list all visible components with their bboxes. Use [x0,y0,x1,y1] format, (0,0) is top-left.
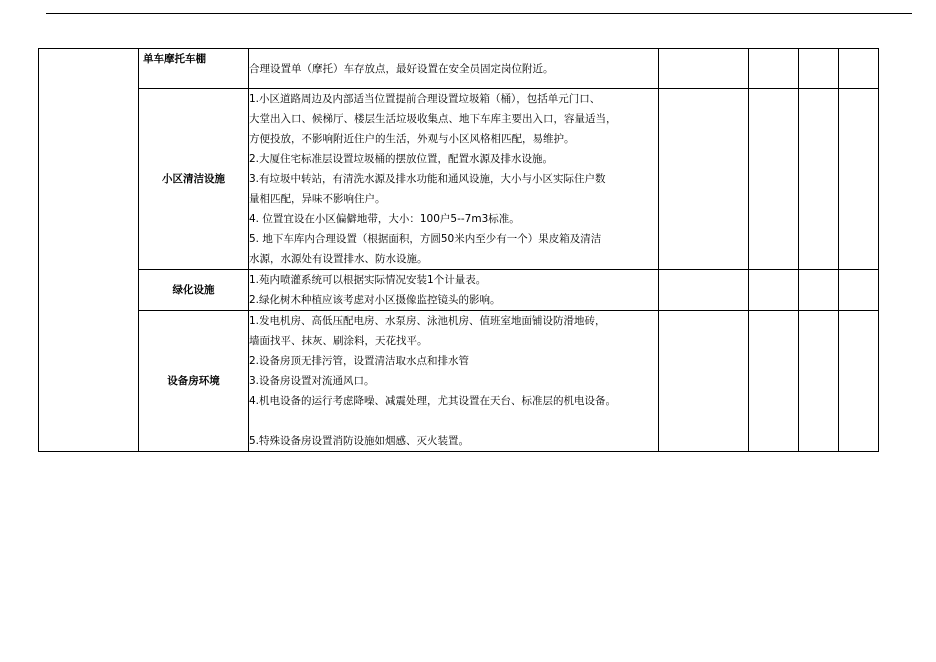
check-cell [659,311,749,452]
check-cell [799,270,839,311]
check-cell [749,270,799,311]
description-line: 方便投放，不影响附近住户的生活，外观与小区风格相匹配，易维护。 [249,133,575,145]
category-cell: 小区清洁设施 [139,89,249,270]
check-cell [839,49,879,89]
category-cell: 绿化设施 [139,270,249,311]
spec-table [38,48,879,452]
check-cell [799,49,839,89]
description-spacer [249,411,658,431]
check-cell [799,89,839,270]
description-line: 1.苑内喷灌系统可以根据实际情况安装1个计量表。 [249,274,487,286]
category-cell: 设备房环境 [139,311,249,452]
description-line: 1.小区道路周边及内部适当位置提前合理设置垃圾箱（桶），包括单元门口、 [249,93,601,105]
section-cell [39,49,139,452]
description-line: 墙面找平、抹灰、刷涂料，天花找平。 [249,335,428,347]
check-cell [749,89,799,270]
description-cell [249,270,659,311]
check-cell [659,89,749,270]
description-line: 5. 地下车库内合理设置（根据面积，方圆50米内至少有一个）果皮箱及清洁 [249,233,602,245]
description-cell [249,311,659,452]
description-line: 大堂出入口、候梯厅、楼层生活垃圾收集点、地下车库主要出入口，容量适当， [249,113,617,125]
check-cell [659,270,749,311]
description-line: 4.机电设备的运行考虑降噪、减震处理，尤其设置在天台、标准层的机电设备。 [249,395,617,407]
check-cell [749,311,799,452]
description-line: 2.大厦住宅标准层设置垃圾桶的摆放位置，配置水源及排水设施。 [249,153,554,165]
check-cell [839,89,879,270]
table-row [39,49,879,89]
header-rule [46,13,912,14]
category-cell: 单车摩托车棚 [139,49,249,89]
description-line: 2.绿化树木种植应该考虑对小区摄像监控镜头的影响。 [249,294,501,306]
description-line: 合理设置单（摩托）车存放点，最好设置在安全员固定岗位附近。 [249,62,554,75]
check-cell [799,311,839,452]
description-cell [249,49,659,89]
description-line: 水源，水源处有设置排水、防水设施。 [249,253,428,265]
description-line: 3.有垃圾中转站，有清洗水源及排水功能和通风设施，大小与小区实际住户数 [249,173,606,185]
table-row [39,270,879,311]
description-line: 4. 位置宜设在小区偏僻地带，大小：100户5--7m3标准。 [249,213,520,225]
check-cell [749,49,799,89]
description-line: 1.发电机房、高低压配电房、水泵房、泳池机房、值班室地面铺设防滑地砖， [249,315,606,327]
check-cell [839,311,879,452]
check-cell [659,49,749,89]
description-line: 3.设备房设置对流通风口。 [249,375,375,387]
check-cell [839,270,879,311]
description-line: 2.设备房顶无排污管，设置清洁取水点和排水管 [249,355,470,367]
description-cell [249,89,659,270]
description-line: 5.特殊设备房设置消防设施如烟感、灭火装置。 [249,435,470,447]
table-row [39,311,879,452]
table-row [39,89,879,270]
description-line: 量相匹配，异味不影响住户。 [249,193,386,205]
